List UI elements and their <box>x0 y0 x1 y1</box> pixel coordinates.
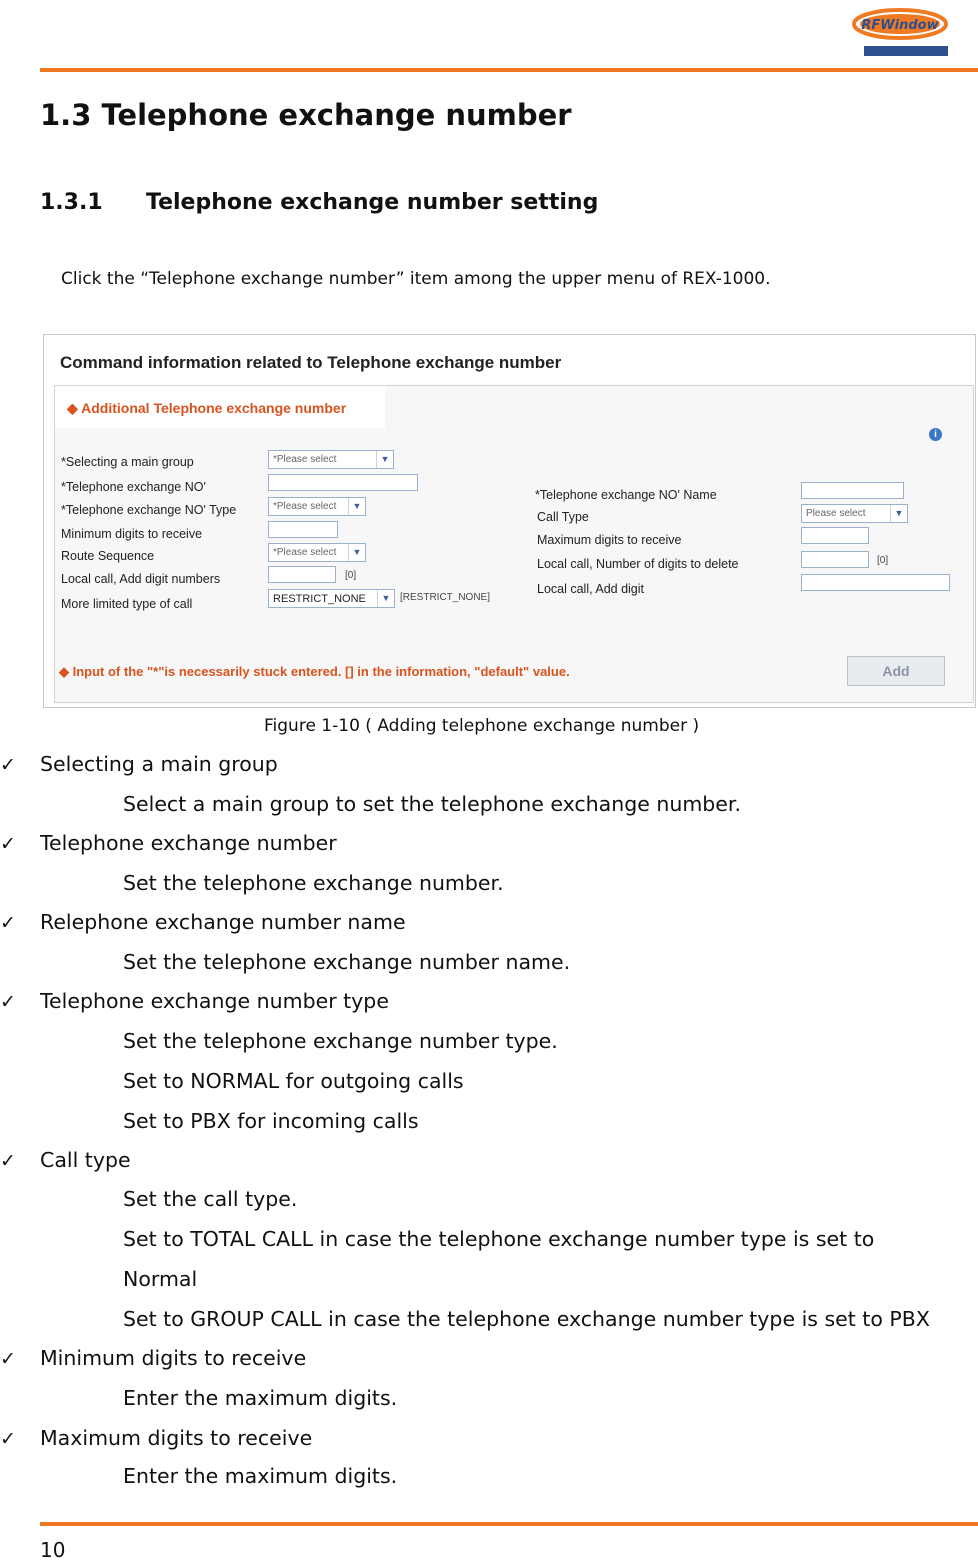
figure-title: Command information related to Telephone exchange number <box>60 353 562 372</box>
subsection-title: Telephone exchange number setting <box>146 190 599 215</box>
check-icon: ✓ <box>0 754 16 776</box>
list-item-desc: Set the telephone exchange number type. <box>123 1029 558 1053</box>
list-item-title: Call type <box>40 1148 131 1172</box>
label-exchange-no: *Telephone exchange NO' <box>61 480 206 494</box>
exchange-no-input[interactable] <box>268 474 418 491</box>
route-sequence-select[interactable] <box>268 543 366 562</box>
list-item-title: Telephone exchange number <box>40 831 337 855</box>
panel-title-text: Additional Telephone exchange number <box>81 400 347 416</box>
required-note-text: Input of the "*"is necessarily stuck entered. [] in the information, "default" value. <box>72 664 570 679</box>
figure-screenshot <box>43 334 976 708</box>
label-limited-type: More limited type of call <box>61 597 193 611</box>
label-max-digits: Maximum digits to receive <box>537 533 682 547</box>
list-item-desc: Set the telephone exchange number. <box>123 871 504 895</box>
company-logo <box>850 6 954 62</box>
label-local-add-digit: Local call, Add digit <box>537 582 645 596</box>
list-item-desc: Set to PBX for incoming calls <box>123 1109 419 1133</box>
label-exchange-type: *Telephone exchange NO' Type <box>61 503 237 517</box>
list-item-desc: Enter the maximum digits. <box>123 1386 398 1410</box>
check-icon: ✓ <box>0 991 16 1013</box>
chevron-down-icon: ▼ <box>890 505 907 522</box>
default-hint: [0] <box>877 555 889 566</box>
chevron-down-icon: ▼ <box>348 544 365 561</box>
section-heading: 1.3 Telephone exchange number <box>40 98 572 132</box>
subsection-heading <box>40 190 598 215</box>
footer-rule <box>40 1522 978 1526</box>
exchange-name-input[interactable] <box>801 482 904 499</box>
label-local-add-digit-numbers: Local call, Add digit numbers <box>61 572 221 586</box>
list-item-title: Maximum digits to receive <box>40 1426 313 1450</box>
label-exchange-name: *Telephone exchange NO' Name <box>535 488 717 502</box>
panel-title: ◆ Additional Telephone exchange number <box>67 400 347 416</box>
list-item-desc: Set to TOTAL CALL in case the telephone exchange number type is set to <box>123 1227 875 1251</box>
info-icon[interactable]: i <box>929 428 942 441</box>
list-item-desc: Set to GROUP CALL in case the telephone exchange number type is set to PBX <box>123 1307 930 1331</box>
subsection-number: 1.3.1 <box>40 190 103 215</box>
exchange-type-select[interactable] <box>268 497 366 516</box>
label-route-sequence: Route Sequence <box>61 549 155 563</box>
list-item-title: Relephone exchange number name <box>40 910 406 934</box>
chevron-down-icon: ▼ <box>376 451 393 468</box>
list-item-desc: Enter the maximum digits. <box>123 1464 398 1488</box>
min-digits-input[interactable] <box>268 521 338 538</box>
main-group-select-value: *Please select <box>273 454 337 465</box>
check-icon: ✓ <box>0 1428 16 1450</box>
check-icon: ✓ <box>0 1348 16 1370</box>
local-delete-digits-input[interactable] <box>801 551 869 568</box>
limited-type-select[interactable] <box>268 589 395 608</box>
max-digits-input[interactable] <box>801 527 869 544</box>
intro-paragraph: Click the “Telephone exchange number” item among the upper menu of REX-1000. <box>61 269 771 289</box>
list-item-desc: Set the call type. <box>123 1187 298 1211</box>
default-hint: [0] <box>345 570 357 581</box>
label-min-digits: Minimum digits to receive <box>61 527 203 541</box>
list-item-desc: Select a main group to set the telephone exchange number. <box>123 792 741 816</box>
list-item-title: Minimum digits to receive <box>40 1346 307 1370</box>
list-item-desc: Set the telephone exchange number name. <box>123 950 571 974</box>
list-item-desc: Normal <box>123 1267 198 1291</box>
add-button[interactable]: Add <box>847 656 945 686</box>
local-add-digit-input[interactable] <box>801 574 950 591</box>
figure-caption: Figure 1-10 ( Adding telephone exchange number ) <box>264 716 700 736</box>
form-panel <box>54 385 974 703</box>
list-item-title: Telephone exchange number type <box>40 989 389 1013</box>
exchange-type-select-value: *Please select <box>273 501 337 512</box>
call-type-select[interactable] <box>801 504 908 523</box>
default-hint: [RESTRICT_NONE] <box>400 592 491 603</box>
label-main-group: *Selecting a main group <box>61 455 194 469</box>
logo-text: RFWindow <box>861 18 939 33</box>
header-rule <box>40 68 978 72</box>
page-number: 10 <box>40 1538 66 1562</box>
check-icon: ✓ <box>0 1150 16 1172</box>
required-note: ◆ Input of the "*"is necessarily stuck entered. [] in the information, "default" value. <box>59 664 570 679</box>
check-icon: ✓ <box>0 833 16 855</box>
chevron-down-icon: ▼ <box>348 498 365 515</box>
route-sequence-select-value: *Please select <box>273 547 337 558</box>
chevron-down-icon: ▼ <box>377 590 394 607</box>
limited-type-select-value: RESTRICT_NONE <box>273 593 366 605</box>
list-item-title: Selecting a main group <box>40 752 278 776</box>
main-group-select[interactable] <box>268 450 394 469</box>
list-item-desc: Set to NORMAL for outgoing calls <box>123 1069 464 1093</box>
check-icon: ✓ <box>0 912 16 934</box>
label-call-type: Call Type <box>537 510 589 524</box>
local-add-digit-numbers-input[interactable] <box>268 566 336 583</box>
label-local-delete-digits: Local call, Number of digits to delete <box>537 557 739 571</box>
call-type-select-value: Please select <box>806 508 866 519</box>
